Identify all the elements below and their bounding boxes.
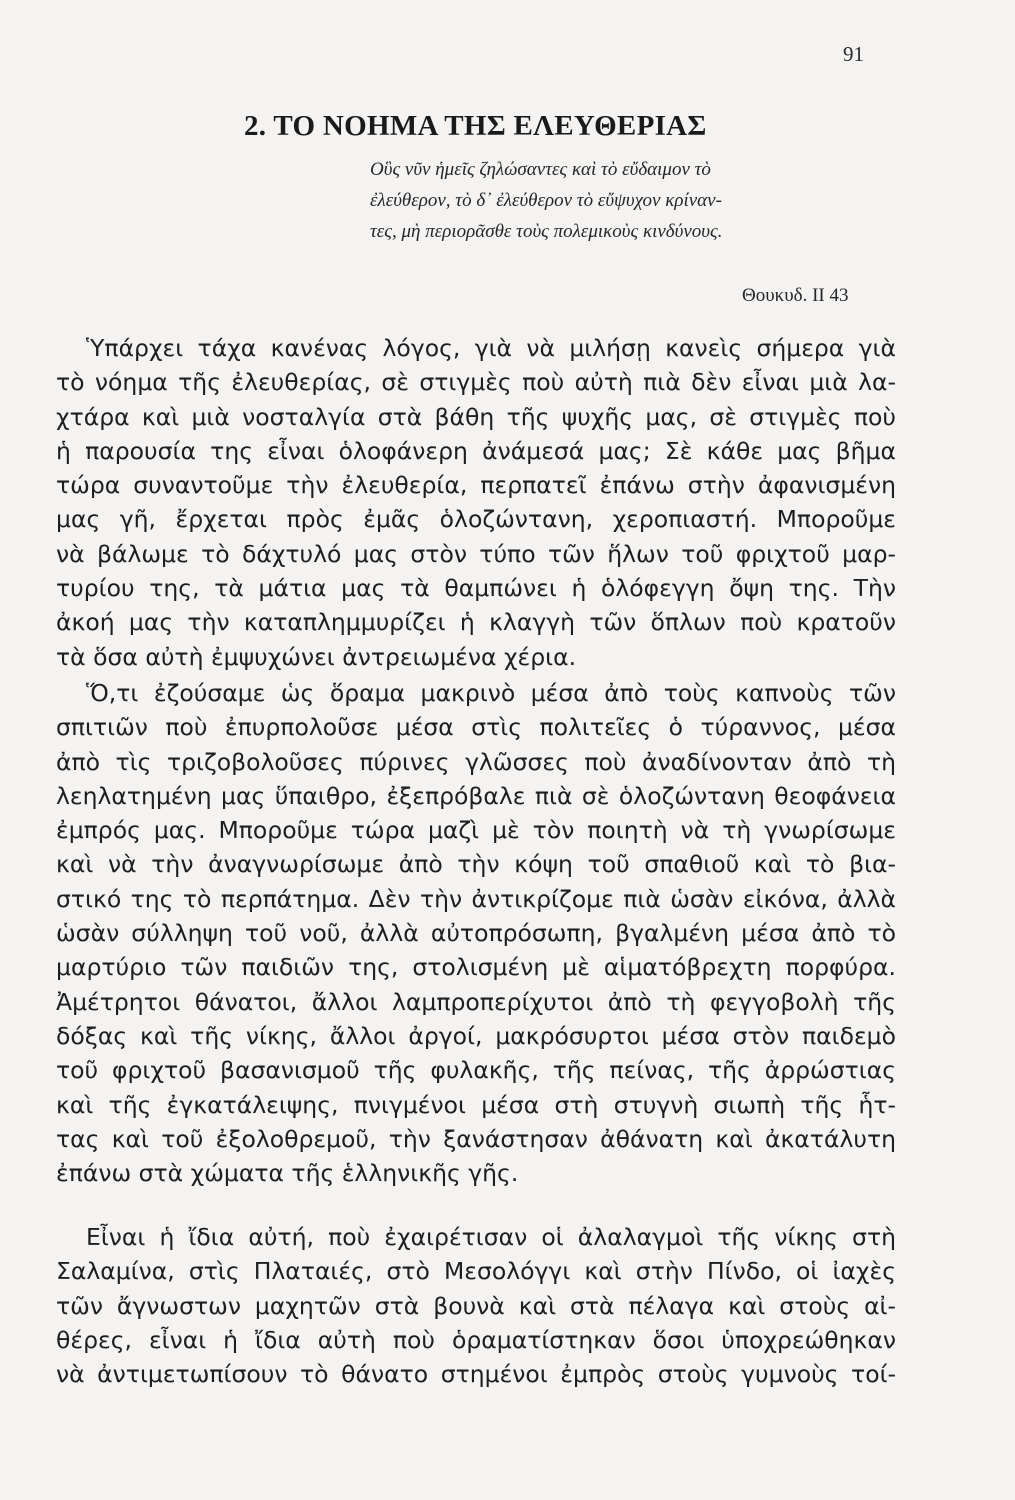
text-line: χτάρα καὶ μιὰ νοσταλγία στὰ βάθη τῆς ψυχῆς μας, σὲ στιγμὲς ποὺ: [56, 402, 896, 431]
text-line: θέρες, εἶναι ἡ ἴδια αὐτὴ ποὺ ὁραματίστηκαν ὅσοι ὑποχρεώθηκαν: [56, 1325, 896, 1354]
text-line: Ἀμέτρητοι θάνατοι, ἄλλοι λαμπροπερίχυτοι ἀπὸ τὴ φεγγοβολὴ τῆς: [56, 987, 896, 1016]
paragraph-3: [56, 1220, 896, 1391]
text-line: ἀκοή μας τὴν καταπλημμυρίζει ἡ κλαγγὴ τῶν ὅπλων ποὺ κρατοῦν: [56, 608, 896, 637]
text-line: τὰ ὅσα αὐτὴ ἐμψυχώνει ἀντρειωμένα χέρια.: [56, 642, 577, 671]
text-line: Ὅ,τι ἐζούσαμε ὡς ὅραμα μακρινὸ μέσα ἀπὸ τοὺς καπνοὺς τῶν: [86, 679, 896, 707]
text-line: Σαλαμίνα, στὶς Πλαταιές, στὸ Μεσολόγγι καὶ στὴν Πίνδο, οἱ ἰαχὲς: [56, 1257, 896, 1286]
text-line: ἀπὸ τὶς τριζοβολοῦσες πύρινες γλῶσσες ποὺ ἀναδίνονταν ἀπὸ τὴ: [56, 747, 896, 776]
page-number: 91: [843, 42, 864, 66]
epigraph: [370, 154, 848, 247]
epigraph-line: τες, μὴ περιορᾶσθε τοὺς πολεμικοὺς κινδύνους.: [370, 221, 723, 242]
epigraph-line: Οὓς νῦν ἡμεῖς ζηλώσαντες καὶ τὸ εὔδαιμον τὸ: [370, 159, 711, 180]
text-line: τὸ νόημα τῆς ἐλευθερίας, σὲ στιγμὲς ποὺ αὐτὴ πιὰ δὲν εἶναι μιὰ λα-: [56, 368, 896, 397]
text-line: λεηλατημένη μας ὕπαιθρο, ἐξεπρόβαλε πιὰ σὲ ὁλοζώντανη θεοφάνεια: [56, 781, 896, 810]
paragraph-1: [56, 331, 896, 674]
text-line: σπιτιῶν ποὺ ἐπυρπολοῦσε μέσα στὶς πολιτεῖες ὁ τύραννος, μέσα: [56, 713, 896, 742]
text-line: τῶν ἄγνωστων μαχητῶν στὰ βουνὰ καὶ στὰ πέλαγα καὶ στοὺς αἰ-: [56, 1291, 896, 1320]
text-line: καὶ τῆς ἐγκατάλειψης, πνιγμένοι μέσα στὴ στυγνὴ σιωπὴ τῆς ἧτ-: [56, 1090, 896, 1119]
text-line: καὶ νὰ τὴν ἀναγνωρίσωμε ἀπὸ τὴν κόψη τοῦ σπαθιοῦ καὶ τὸ βια-: [56, 850, 896, 879]
text-line: τοῦ φριχτοῦ βασανισμοῦ τῆς φυλακῆς, τῆς πείνας, τῆς ἀρρώστιας: [56, 1056, 896, 1085]
text-line: τας καὶ τοῦ ἐξολοθρεμοῦ, τὴν ξανάστησαν ἀθάνατη καὶ ἀκατάλυτη: [56, 1124, 896, 1153]
text-line: Εἶναι ἡ ἴδια αὐτή, ποὺ ἐχαιρέτισαν οἱ ἀλαλαγμοὶ τῆς νίκης στὴ: [86, 1223, 896, 1251]
text-line: ὡσὰν σύλληψη τοῦ νοῦ, ἀλλὰ αὐτοπρόσωπη, βγαλμένη μέσα ἀπὸ τὸ: [56, 919, 896, 948]
epigraph-line: ἐλεύθερον, τὸ δ᾽ ἐλεύθερον τὸ εὔψυχον κρίναν-: [370, 190, 722, 211]
text-line: ἐμπρός μας. Μποροῦμε τώρα μαζὶ μὲ τὸν ποιητὴ νὰ τὴ γνωρίσωμε: [56, 816, 896, 845]
text-line: τώρα συναντοῦμε τὴν ἐλευθερία, περπατεῖ ἐπάνω στὴν ἀφανισμένη: [56, 471, 896, 500]
text-line: Ὑπάρχει τάχα κανένας λόγος, γιὰ νὰ μιλήσῃ κανεὶς σήμερα γιὰ: [86, 334, 896, 362]
chapter-title: 2. ΤΟ ΝΟΗΜΑ ΤΗΣ ΕΛΕΥΘΕΡΙΑΣ: [244, 110, 707, 142]
text-line: τυρίου της, τὰ μάτια μας τὰ θαμπώνει ἡ ὁλόφεγγη ὄψη της. Τὴν: [56, 574, 896, 603]
text-line: στικό της τὸ περπάτημα. Δὲν τὴν ἀντικρίζομε πιὰ ὡσὰν εἰκόνα, ἀλλὰ: [56, 884, 896, 913]
text-line: ἐπάνω στὰ χώματα τῆς ἑλληνικῆς γῆς.: [56, 1159, 519, 1188]
text-line: ἡ παρουσία της εἶναι ὁλοφάνερη ἀνάμεσά μας; Σὲ κάθε μας βῆμα: [56, 436, 896, 465]
text-line: δόξας καὶ τῆς νίκης, ἄλλοι ἀργοί, μακρόσυρτοι μέσα στὸν παιδεμὸ: [56, 1021, 896, 1050]
paragraph-2: [56, 676, 896, 1190]
text-line: μας γῆ, ἔρχεται πρὸς ἐμᾶς ὁλοζώντανη, χεροπιαστή. Μποροῦμε: [56, 505, 896, 534]
text-line: νὰ βάλωμε τὸ δάχτυλό μας στὸν τύπο τῶν ἥλων τοῦ φριχτοῦ μαρ-: [56, 539, 896, 568]
text-line: μαρτύριο τῶν παιδιῶν της, στολισμένη μὲ αἱματόβρεχτη πορφύρα.: [56, 953, 896, 982]
epigraph-source: Θουκυδ. II 43: [742, 285, 849, 306]
text-line: νὰ ἀντιμετωπίσουν τὸ θάνατο στημένοι ἐμπρὸς στοὺς γυμνοὺς τοί-: [56, 1360, 896, 1389]
